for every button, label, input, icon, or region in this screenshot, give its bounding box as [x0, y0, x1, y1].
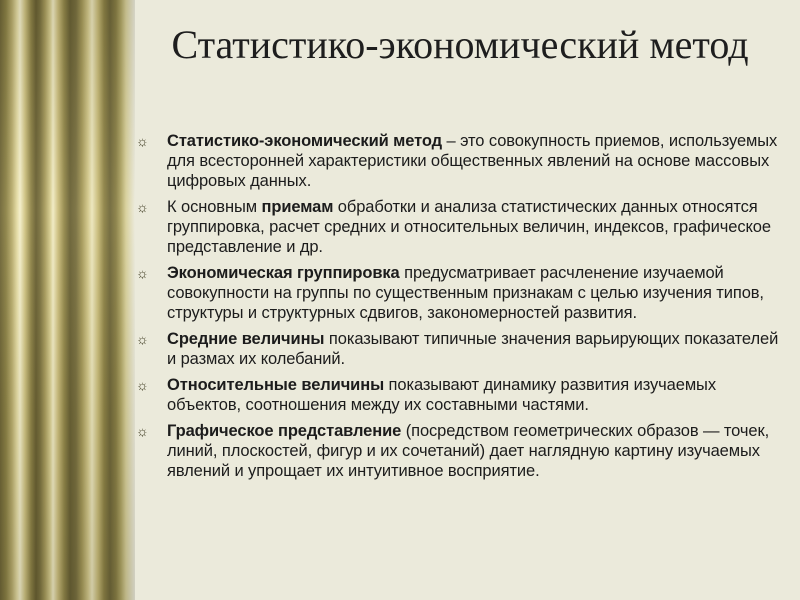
list-item — [136, 329, 786, 369]
item-term: Статистико-экономический метод — [167, 132, 443, 150]
item-prefix: К основным — [167, 198, 262, 216]
item-text: предусматривает расчленение изучаемой совокупности на группы по существенным признакам с целью изучения типов, структуры и структурных сдвигов, закономерностей развития. — [167, 264, 764, 322]
sun-bullet-icon: ☼ — [136, 377, 149, 393]
sun-bullet-icon: ☼ — [136, 133, 149, 149]
sun-bullet-icon: ☼ — [136, 423, 149, 439]
list-item — [136, 197, 786, 257]
item-term: Экономическая группировка — [167, 264, 400, 282]
item-term: Графическое представление — [167, 422, 402, 440]
list-item — [136, 131, 786, 191]
bullet-list — [136, 131, 786, 487]
item-term: приемам — [261, 198, 334, 216]
item-text: показывают динамику развития изучаемых объектов, соотношения между их составными частями. — [167, 376, 716, 414]
sun-bullet-icon: ☼ — [136, 331, 149, 347]
slide-title: Статистико-экономический метод — [171, 22, 749, 67]
list-item — [136, 263, 786, 323]
item-text: обработки и анализа статистических данных относятся группировка, расчет средних и относительных величин, индексов, графическое представление и др. — [167, 198, 771, 256]
pillar-shading — [0, 0, 135, 600]
item-term: Средние величины — [167, 330, 325, 348]
list-item — [136, 375, 786, 415]
item-text: (посредством геометрических образов — точек, линий, плоскостей, фигур и их сочетаний) дает наглядную картину изучаемых явлений и упрощает их интуитивное восприятие. — [167, 422, 770, 480]
sun-bullet-icon: ☼ — [136, 199, 149, 215]
item-text: показывают типичные значения варьирующих показателей и размах их колебаний. — [167, 330, 779, 368]
list-item — [136, 421, 786, 481]
item-text: – это совокупность приемов, используемых для всесторонней характеристики общественных явлений на основе массовых цифровых данных. — [167, 132, 778, 190]
item-term: Относительные величины — [167, 376, 385, 394]
sun-bullet-icon: ☼ — [136, 265, 149, 281]
